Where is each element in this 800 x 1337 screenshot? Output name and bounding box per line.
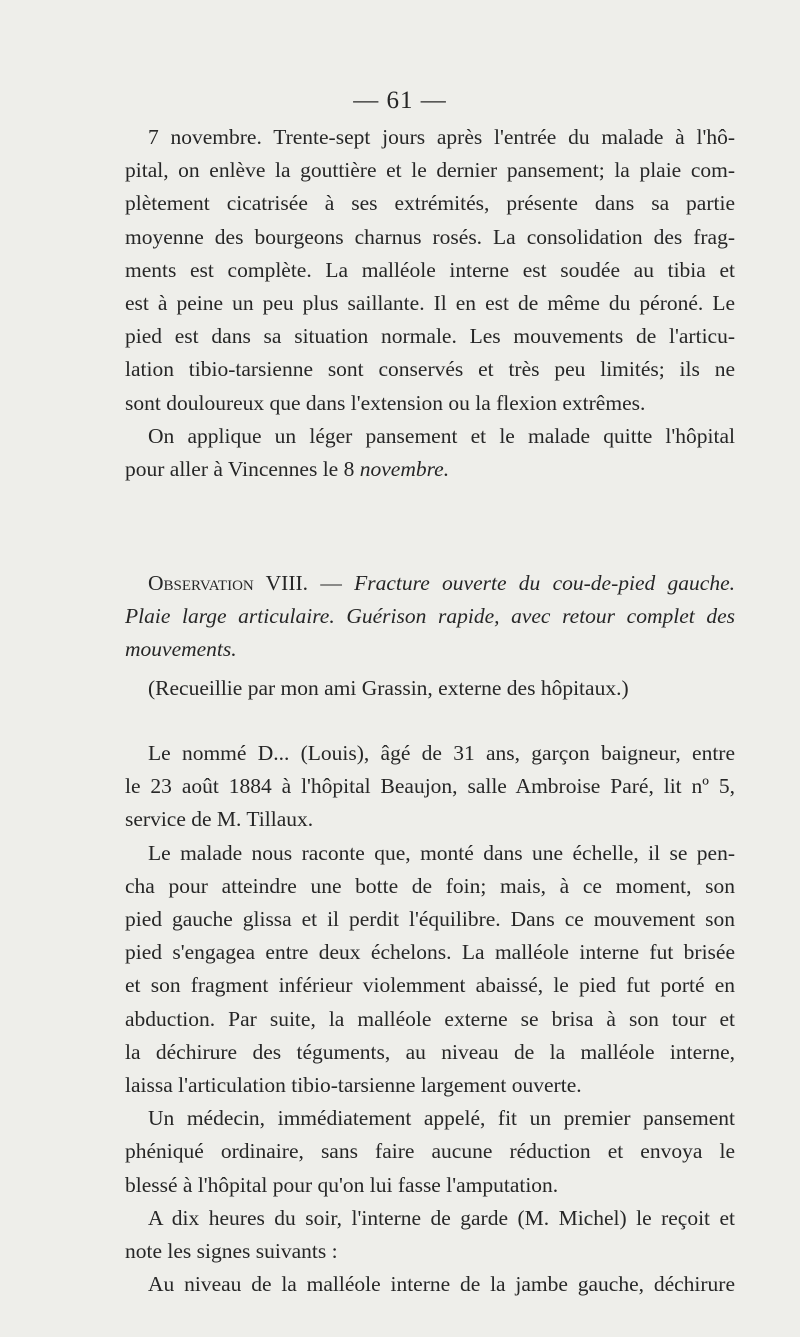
page-number: — 61 —	[353, 87, 447, 114]
text-line: plètement cicatrisée à ses extrémités, présente dans sa partie	[125, 191, 735, 216]
credit-text: (Recueillie par mon ami Grassin, externe des hôpitaux.)	[148, 676, 629, 700]
case-description	[125, 737, 735, 1301]
text-line: On applique un léger pansement et le malade quitte l'hôpital	[148, 423, 735, 448]
paragraph-continued	[125, 121, 735, 486]
text-line: la déchirure des téguments, au niveau de la malléole interne,	[125, 1039, 735, 1064]
credit-line	[125, 672, 735, 705]
text-line: ments est complète. La malléole interne est soudée au tibia et	[125, 257, 735, 282]
observation-title: Fracture ouverte du cou-de-pied gauche.	[354, 571, 735, 595]
text-line: cha pour atteindre une botte de foin; mais, à ce moment, son	[125, 873, 735, 898]
text-line: laissa l'articulation tibio-tarsienne largement ouverte.	[125, 1073, 582, 1098]
observation-subtitle-end: mouvements.	[125, 637, 237, 662]
text-line: Un médecin, immédiatement appelé, fit un premier pansement	[148, 1106, 735, 1131]
observation-number: VIII.	[265, 571, 309, 595]
text-line: A dix heures du soir, l'interne de garde (M. Michel) le reçoit et	[148, 1205, 735, 1230]
text-fragment: pour aller à Vincennes le 8	[125, 457, 360, 482]
text-line: 7 novembre. Trente-sept jours après l'entrée du malade à l'hô-	[148, 125, 735, 149]
text-line: pied est dans sa situation normale. Les mouvements de l'articu-	[125, 324, 735, 349]
text-line: pied s'engagea entre deux échelons. La malléole interne fut brisée	[125, 940, 735, 965]
text-line: lation tibio-tarsienne sont conservés et très peu limités; ils ne	[125, 357, 735, 382]
text-line: et son fragment inférieur violemment abaissé, le pied fut porté en	[125, 973, 735, 998]
text-line: pital, on enlève la gouttière et le dernier pansement; la plaie com-	[125, 158, 735, 183]
text-line: phéniqué ordinaire, sans faire aucune réduction et envoya le	[125, 1139, 735, 1164]
observation-label: Observation	[148, 571, 254, 595]
text-line: sont douloureux que dans l'extension ou la flexion extrêmes.	[125, 390, 646, 415]
text-line: Au niveau de la malléole interne de la jambe gauche, déchirure	[148, 1272, 735, 1297]
text-line: moyenne des bourgeons charnus rosés. La consolidation des frag-	[125, 224, 735, 249]
text-line: Le nommé D... (Louis), âgé de 31 ans, garçon baigneur, entre	[148, 741, 735, 765]
text-line: note les signes suivants :	[125, 1239, 338, 1264]
text-line: est à peine un peu plus saillante. Il en est de même du péroné. Le	[125, 291, 735, 316]
text-line: pied gauche glissa et il perdit l'équilibre. Dans ce mouvement son	[125, 907, 735, 932]
text-line: service de M. Tillaux.	[125, 807, 314, 832]
observation-heading	[125, 567, 735, 667]
observation-title-line	[125, 567, 735, 600]
text-line: le 23 août 1884 à l'hôpital Beaujon, salle Ambroise Paré, lit nº 5,	[125, 774, 735, 799]
text-line: abduction. Par suite, la malléole externe se brisa à son tour et	[125, 1006, 735, 1031]
text-line: Le malade nous raconte que, monté dans une échelle, il se pen-	[148, 840, 735, 865]
observation-dash: —	[308, 571, 355, 595]
text-line	[125, 453, 735, 486]
observation-subtitle: Plaie large articulaire. Guérison rapide, avec retour complet des	[125, 604, 735, 629]
italic-date: novembre.	[359, 457, 450, 482]
text-line: blessé à l'hôpital pour qu'on lui fasse l'amputation.	[125, 1172, 559, 1197]
